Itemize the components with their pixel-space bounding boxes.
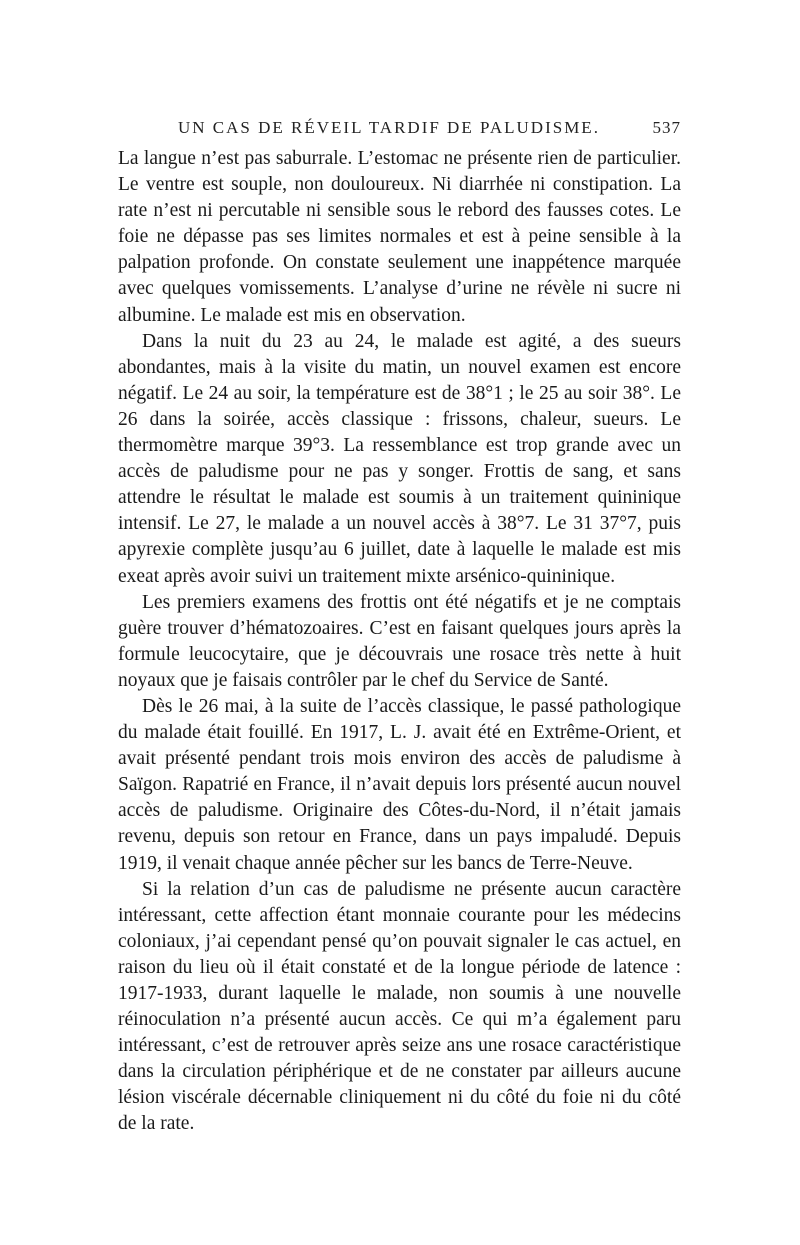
body-text	[118, 146, 681, 1138]
page-number: 537	[652, 118, 681, 137]
document-page	[118, 116, 681, 1138]
paragraph: Si la relation d’un cas de paludisme ne présente aucun caractère intéressant, cette affection étant monnaie courante pour les médecins coloniaux, j’ai cependant pensé qu’on pouvait signaler le cas actuel, en raison du lieu où il était constaté et de la longue période de latence : 1917-1933, durant laquelle le malade, non soumis à une nouvelle réinoculation n’a présenté aucun accès. Ce qui m’a également paru intéressant, c’est de retrouver après seize ans une rosace caractéristique dans la circulation périphérique et de ne constater par ailleurs aucune lésion viscérale décernable cliniquement ni du côté du foie ni du côté de la rate.	[118, 878, 681, 1135]
paragraph: La langue n’est pas saburrale. L’estomac ne présente rien de particulier. Le ventre est souple, non douloureux. Ni diarrhée ni constipation. La rate n’est ni percutable ni sensible sous le rebord des fausses cotes. Le foie ne dépasse pas ses limites normales et est à peine sensible à la palpation profonde. On constate seulement une inappétence marquée avec quelques vomissements. L’analyse d’urine ne révèle ni sucre ni albumine. Le malade est mis en observation.	[118, 148, 681, 326]
paragraph: Dès le 26 mai, à la suite de l’accès classique, le passé pathologique du malade était fouillé. En 1917, L. J. avait été en Extrême-Orient, et avait présenté pendant trois mois environ des accès de paludisme à Saïgon. Rapatrié en France, il n’avait depuis lors présenté aucun nouvel accès de paludisme. Originaire des Côtes-du-Nord, il n’était jamais revenu, depuis son retour en France, dans un pays impaludé. Depuis 1919, il venait chaque année pêcher sur les bancs de Terre-Neuve.	[118, 695, 681, 874]
running-title: UN CAS DE RÉVEIL TARDIF DE PALUDISME.	[178, 118, 600, 137]
page-header	[118, 116, 681, 146]
paragraph: Dans la nuit du 23 au 24, le malade est agité, a des sueurs abondantes, mais à la visite du matin, un nouvel examen est encore négatif. Le 24 au soir, la température est de 38°1 ; le 25 au soir 38°. Le 26 dans la soirée, accès classique : frissons, chaleur, sueurs. Le thermomètre marque 39°3. La ressemblance est trop grande avec un accès de paludisme pour ne pas y songer. Frottis de sang, et sans attendre le résultat le malade est soumis à un traitement quininique intensif. Le 27, le malade a un nouvel accès à 38°7. Le 31 37°7, puis apyrexie complète jusqu’au 6 juillet, date à laquelle le malade est mis exeat après avoir suivi un traitement mixte arsénico-quininique.	[118, 330, 681, 587]
paragraph: Les premiers examens des frottis ont été négatifs et je ne comptais guère trouver d’hématozoaires. C’est en faisant quelques jours après la formule leucocytaire, que je découvrais une rosace très nette à huit noyaux que je faisais contrôler par le chef du Service de Santé.	[118, 591, 681, 691]
